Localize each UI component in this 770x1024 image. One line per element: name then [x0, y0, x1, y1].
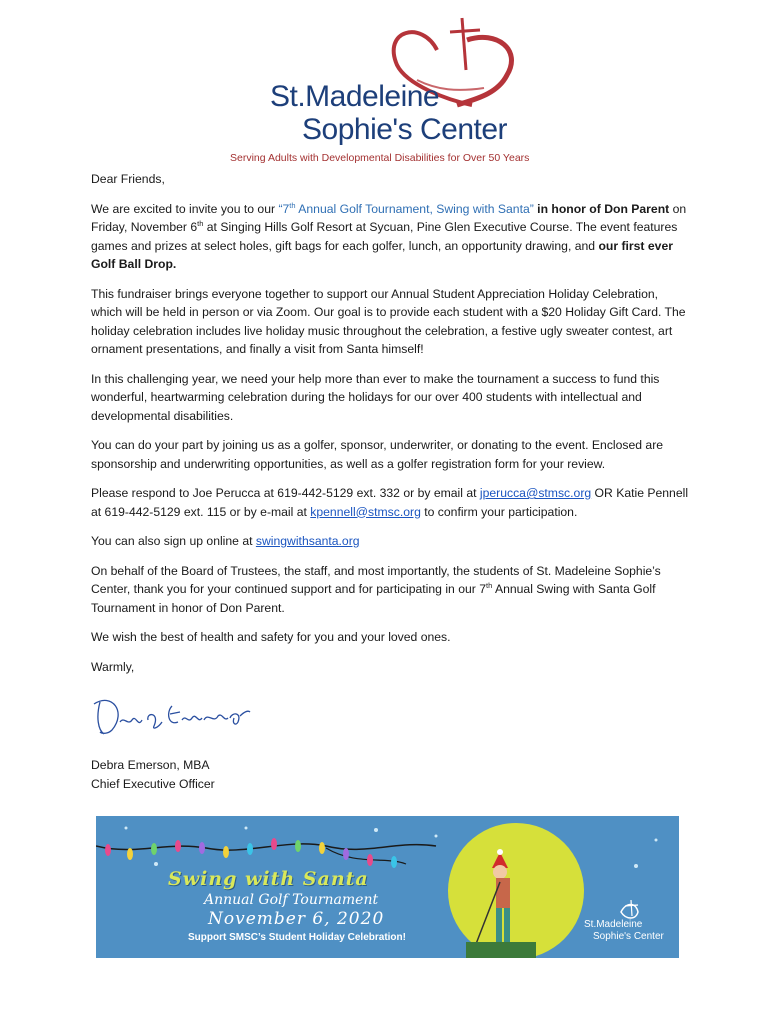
paragraph-contact: Please respond to Joe Perucca at 619-442-5129 ext. 332 or by email at jperucca@stmsc.org OR Katie Pennell at 619-442-5129 ext. 115 or by e-mail at kpennell@stmsc.org to confirm your participation. [91, 486, 689, 519]
organization-logo [222, 10, 540, 165]
event-name: “7th Annual Golf Tournament, Swing with Santa” [278, 200, 534, 216]
honoree-name: Don Parent [604, 201, 670, 216]
signer-name: Debra Emerson, MBA [91, 758, 210, 772]
event-banner [96, 816, 679, 958]
signer-title: Chief Executive Officer [91, 776, 215, 791]
banner-date: November 6, 2020 [208, 909, 385, 929]
salutation: Dear Friends, [91, 172, 165, 186]
logo-name-line2: Sophie's Center [302, 113, 508, 146]
golf-ball-drop-text: our first ever Golf Ball Drop. [91, 238, 673, 271]
signer-block [91, 756, 215, 793]
paragraph-challenge: In this challenging year, we need your help more than ever to make the tournament a success to fund this wonderful, heartwarming celebration during the holidays for our over 400 students with intellectual and developmental disabilities. [91, 371, 660, 423]
banner-logo-line1: St.Madeleine [584, 919, 643, 930]
text-segment: We are excited to invite you to our [91, 201, 279, 216]
banner-title: Swing with Santa [168, 868, 369, 890]
banner-subtitle: Annual Golf Tournament [204, 892, 379, 908]
paragraph-signup: You can also sign up online at swingwithsanta.org [91, 534, 360, 548]
banner-logo-line2: Sophie's Center [593, 931, 664, 942]
paragraph-fundraiser: This fundraiser brings everyone together to support our Annual Student Appreciation Holiday Celebration, which will be held in person or via Zoom. Our goal is to provide each student with a $20 Holiday Gift Card. The holiday celebration includes live holiday music throughout the celebration, a festive ugly sweater contest, art ornament presentations, and finally a visit from Santa himself! [91, 286, 686, 356]
email-link-jperucca[interactable]: jperucca@stmsc.org [479, 486, 592, 500]
letter-body [91, 170, 691, 687]
paragraph-wishes: We wish the best of health and safety for you and your loved ones. [91, 630, 451, 644]
logo-tagline: Serving Adults with Developmental Disabilities for Over 50 Years [230, 152, 530, 164]
email-link-kpennell[interactable]: kpennell@stmsc.org [310, 504, 421, 519]
handwritten-signature-icon [82, 682, 252, 742]
paragraph-thanks: On behalf of the Board of Trustees, the staff, and most importantly, the students of St. Madeleine Sophie’s Center, thank you for your continued support and for participating in our 7th Annual Swing with Santa Golf Tournament in honor of Don Parent. [91, 563, 661, 615]
logo-name-line1: St.Madeleine [270, 80, 440, 113]
paragraph-participation: You can do your part by joining us as a golfer, sponsor, underwriter, or donating to the event. Enclosed are sponsorship and underwriting opportunities, as well as a golfer registration form for your review. [91, 438, 664, 471]
paragraph-invitation: We are excited to invite you to our “7th Annual Golf Tournament, Swing with Santa” in honor of Don Parent on Friday, November 6th at Singing Hills Golf Resort at Sycuan, Pine Glen Executive Course. The event features games and prizes at select holes, gift bags for each golfer, lunch, an opportunity drawing, and our first ever Golf Ball Drop. [91, 200, 687, 271]
banner-tagline: Support SMSC’s Student Holiday Celebration! [188, 932, 406, 943]
website-link[interactable]: swingwithsanta.org [255, 534, 360, 548]
honor-text: in honor of [533, 201, 601, 216]
closing: Warmly, [91, 659, 135, 674]
light-bulbs [105, 838, 397, 868]
